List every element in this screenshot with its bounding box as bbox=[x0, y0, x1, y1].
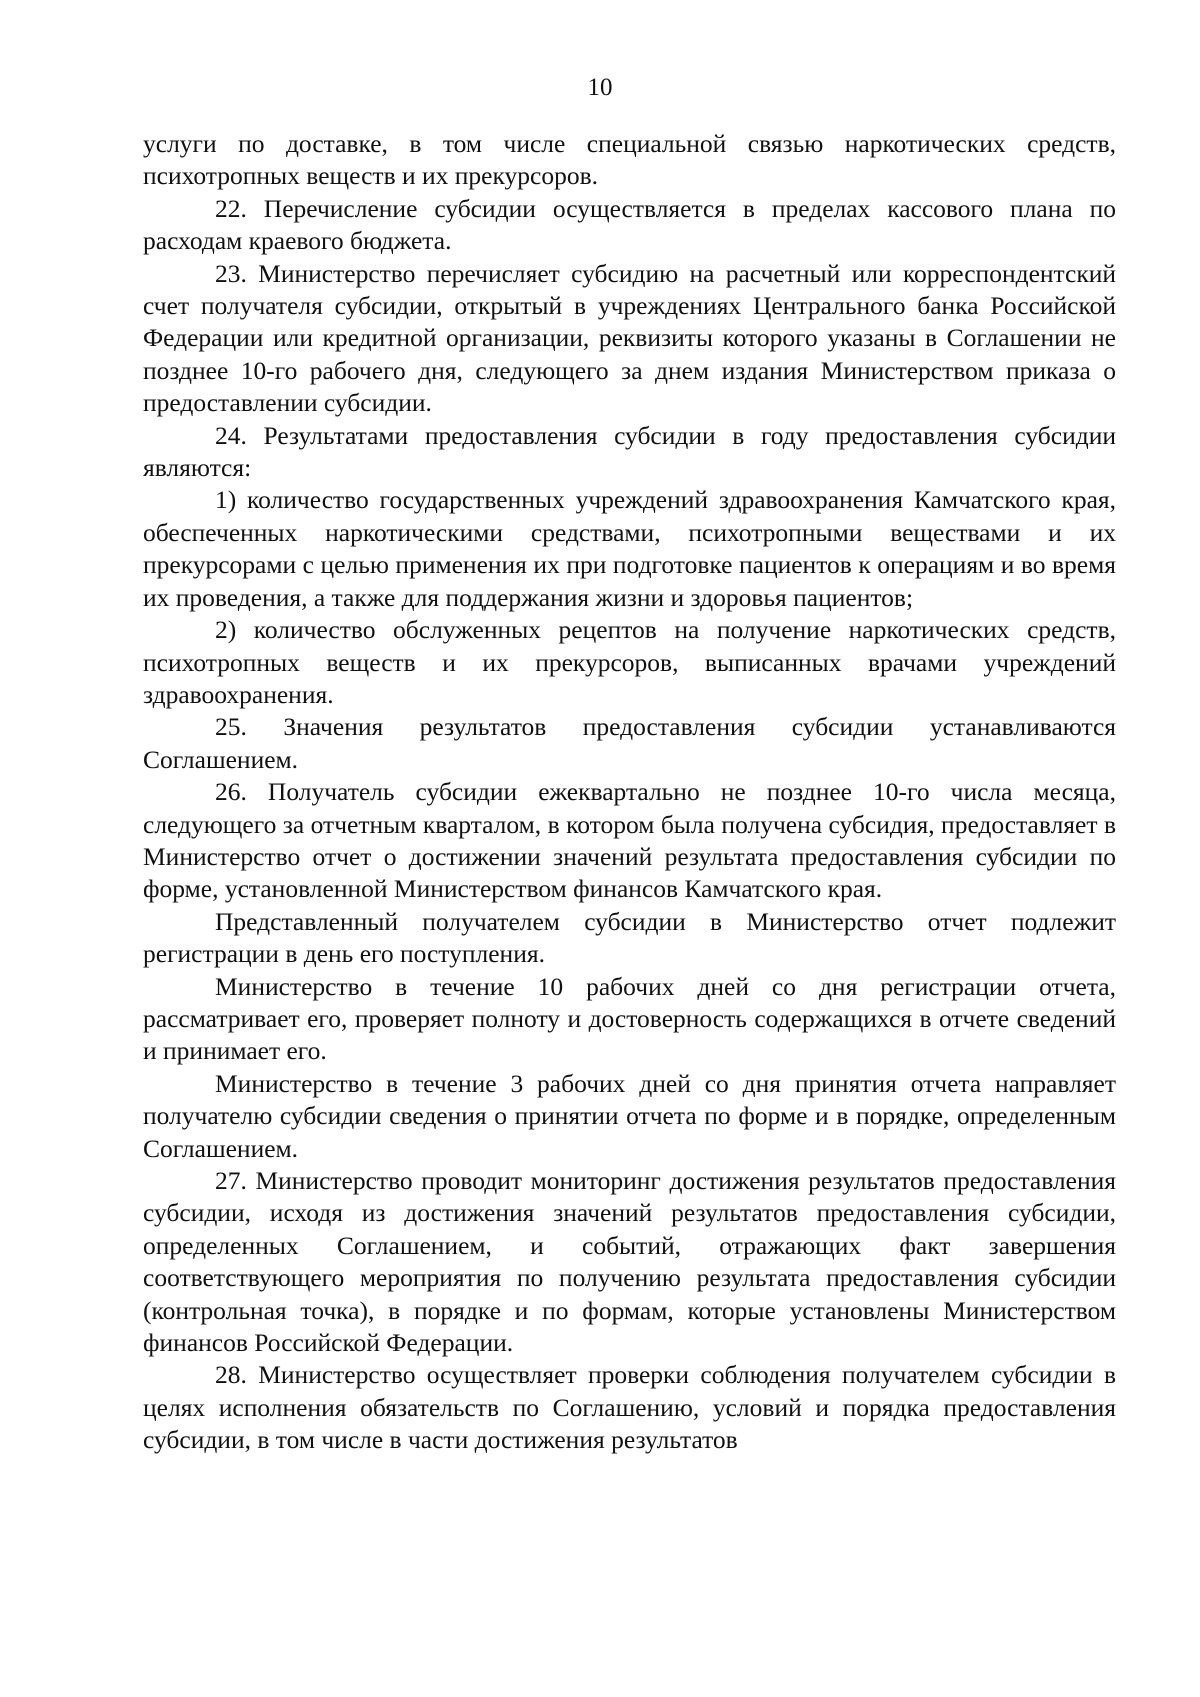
paragraph-26-registration: Представленный получателем субсидии в Министерство отчет подлежит регистрации в день его поступления. bbox=[143, 906, 1116, 969]
document-body bbox=[143, 128, 1116, 1457]
paragraph-26-review: Министерство в течение 10 рабочих дней со дня регистрации отчета, рассматривает его, проверяет полноту и достоверность содержащихся в отчете сведений и принимает его. bbox=[143, 971, 1116, 1066]
paragraph-26: 26. Получатель субсидии ежеквартально не позднее 10-го числа месяца, следующего за отчетным кварталом, в котором была получена субсидия, предоставляет в Министерство отчет о достижении значений результата предоставления субсидии по форме, установленной Министерством финансов Камчатского края. bbox=[143, 777, 1116, 904]
paragraph-23: 23. Министерство перечисляет субсидию на расчетный или корреспондентский счет получателя субсидии, открытый в учреждениях Центрального банка Российской Федерации или кредитной организации, реквизиты которого указаны в Соглашении не позднее 10-го рабочего дня, следующего за днем издания Министерством приказа о предоставлении субсидии. bbox=[143, 258, 1116, 418]
paragraph-24-item-1: 1) количество государственных учреждений здравоохранения Камчатского края, обеспеченных наркотическими средствами, психотропными веществами и их прекурсорами с целью применения их при подготовке пациентов к операциям и во время их проведения, а также для поддержания жизни и здоровья пациентов; bbox=[143, 485, 1116, 612]
paragraph-27: 27. Министерство проводит мониторинг достижения результатов предоставления субсидии, исходя из достижения значений результатов предоставления субсидии, определенных Соглашением, и событий, отражающих факт завершения соответствующего мероприятия по получению результата предоставления субсидии (контрольная точка), в порядке и по формам, которые установлены Министерством финансов Российской Федерации. bbox=[143, 1166, 1116, 1358]
paragraph-26-notification: Министерство в течение 3 рабочих дней со дня принятия отчета направляет получателю субсидии сведения о принятии отчета по форме и в порядке, определенным Соглашением. bbox=[143, 1068, 1116, 1163]
page-number: 10 bbox=[587, 74, 613, 101]
paragraph-22: 22. Перечисление субсидии осуществляется в пределах кассового плана по расходам краевого бюджета. bbox=[143, 193, 1116, 256]
paragraph-continuation: услуги по доставке, в том числе специальной связью наркотических средств, психотропных веществ и их прекурсоров. bbox=[143, 129, 1116, 191]
paragraph-25: 25. Значения результатов предоставления субсидии устанавливаются Соглашением. bbox=[143, 712, 1116, 774]
paragraph-24-item-2: 2) количество обслуженных рецептов на получение наркотических средств, психотропных веществ и их прекурсоров, выписанных врачами учреждений здравоохранения. bbox=[143, 615, 1116, 709]
paragraph-28: 28. Министерство осуществляет проверки соблюдения получателем субсидии в целях исполнения обязательств по Соглашению, условий и порядка предоставления субсидии, в том числе в части достижения результатов bbox=[143, 1360, 1116, 1455]
paragraph-24: 24. Результатами предоставления субсидии в году предоставления субсидии являются: bbox=[143, 420, 1116, 483]
